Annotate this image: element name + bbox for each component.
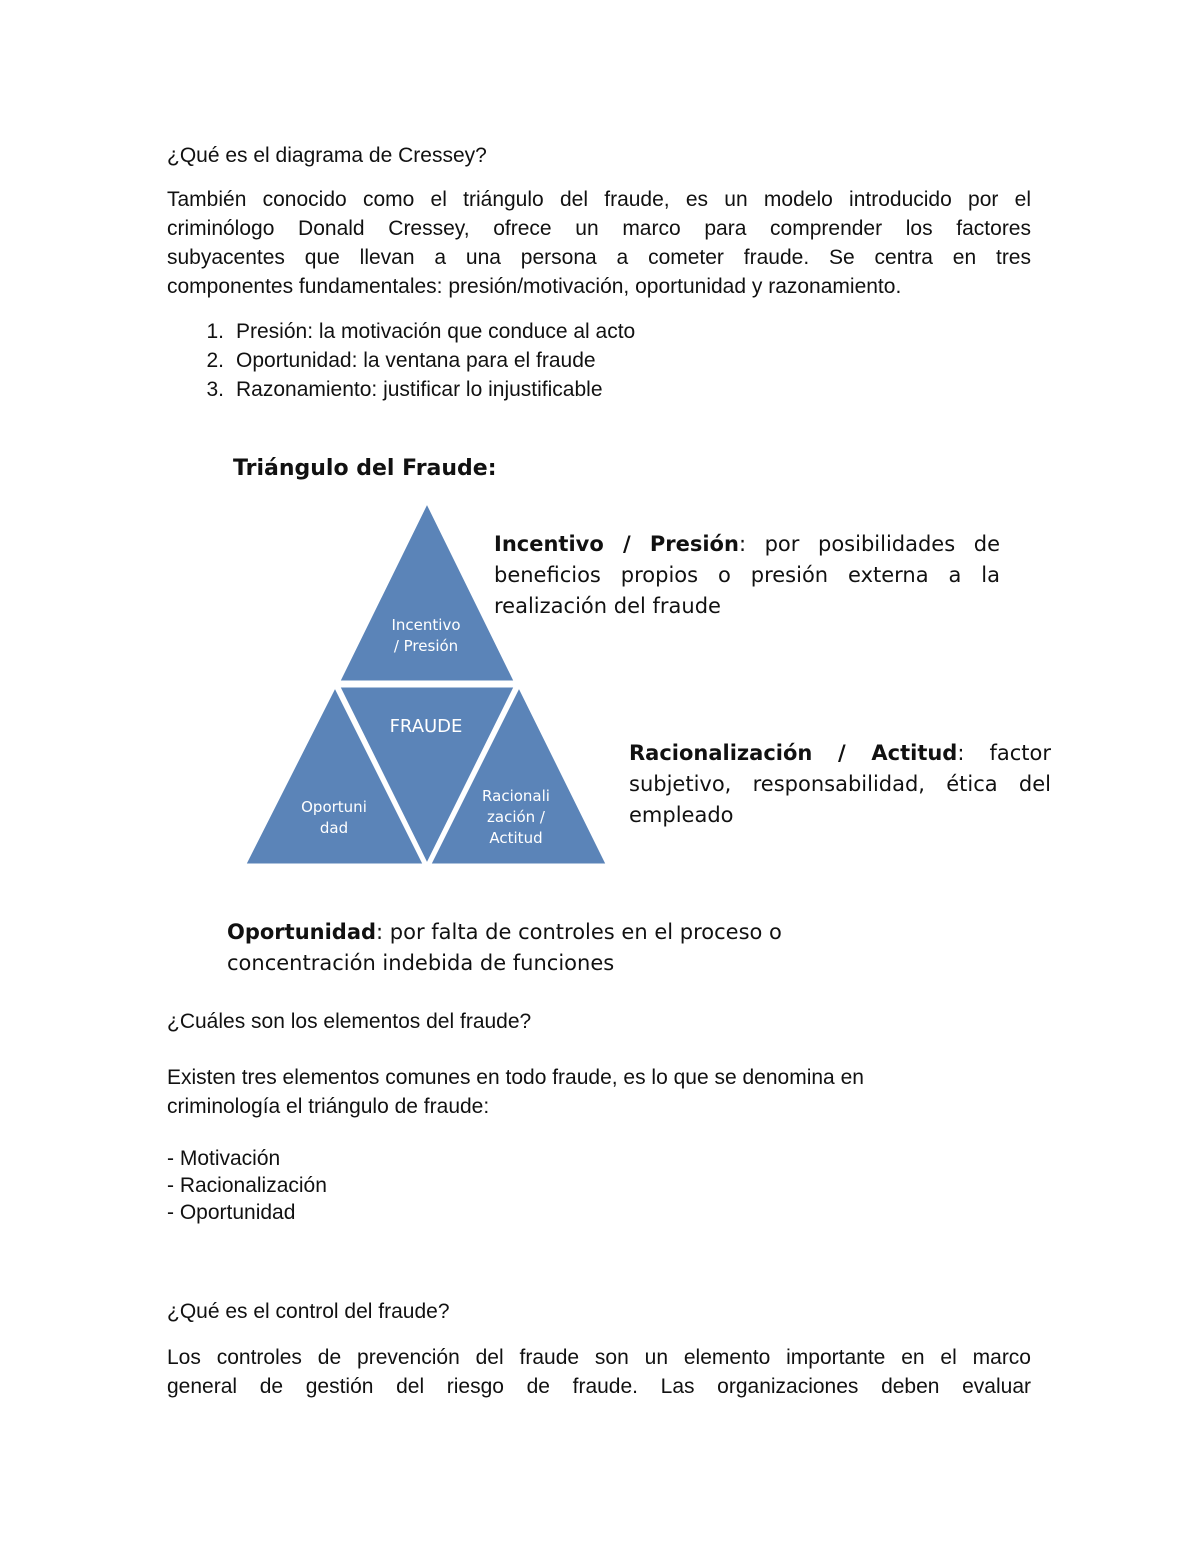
label-line: zación / (487, 808, 545, 826)
paragraph-elementos (167, 1063, 864, 1121)
heading-elementos: ¿Cuáles son los elementos del fraude? (167, 1010, 532, 1033)
list-text: Oportunidad: la ventana para el fraude (236, 349, 596, 372)
paragraph-line: Los controles de prevención del fraude son un elemento importante en el marco (167, 1346, 1031, 1369)
elements-list (167, 1145, 327, 1226)
paragraph-line: componentes fundamentales: presión/motivación, oportunidad y razonamiento. (167, 275, 902, 298)
paragraph-control (167, 1343, 1031, 1401)
label-fraude: FRAUDE (389, 716, 463, 737)
description-racionalizacion (629, 738, 1051, 831)
list-number: 2. (206, 349, 224, 372)
list-item: - Racionalización (167, 1174, 327, 1197)
list-item: - Motivación (167, 1147, 281, 1170)
description-text: : factor (957, 741, 1051, 765)
description-term: Incentivo / Presión (494, 532, 739, 556)
description-line: concentración indebida de funciones (227, 951, 615, 975)
list-number: 3. (206, 378, 224, 401)
description-line: subjetivo, responsabilidad, ética del (629, 772, 1051, 796)
heading-cressey: ¿Qué es el diagrama de Cressey? (167, 144, 487, 167)
paragraph-line: Existen tres elementos comunes en todo fraude, es lo que se denomina en (167, 1066, 864, 1089)
description-text: : por posibilidades de (738, 532, 1000, 556)
list-text: Presión: la motivación que conduce al acto (236, 320, 636, 343)
description-line (629, 738, 1051, 769)
list-number: 1. (206, 320, 224, 343)
label-racionalizacion (466, 786, 566, 849)
description-oportunidad (227, 917, 847, 979)
label-line: Racionali (482, 787, 550, 805)
label-line: Incentivo (391, 616, 461, 634)
description-line: empleado (629, 803, 734, 827)
description-line (227, 917, 847, 948)
list-text: Razonamiento: justificar lo injustificable (236, 378, 603, 401)
description-term: Oportunidad (227, 920, 377, 944)
heading-control: ¿Qué es el control del fraude? (167, 1300, 450, 1323)
paragraph-line: general de gestión del riesgo de fraude. Las organizaciones deben evaluar (167, 1375, 1031, 1398)
label-line: Actitud (489, 829, 543, 847)
list-item: - Oportunidad (167, 1201, 296, 1224)
label-line: Oportuni (301, 798, 367, 816)
description-line (494, 529, 1000, 560)
description-term: Racionalización / Actitud (629, 741, 958, 765)
paragraph-line: subyacentes que llevan a una persona a cometer fraude. Se centra en tres (167, 246, 1031, 269)
label-incentivo (376, 615, 476, 657)
label-line: dad (319, 819, 349, 837)
label-oportunidad (284, 797, 384, 839)
paragraph-line: criminología el triángulo de fraude: (167, 1095, 490, 1118)
diagram-title: Triángulo del Fraude: (233, 456, 497, 481)
label-line: / Presión (393, 637, 459, 655)
description-line: beneficios propios o presión externa a la (494, 563, 1000, 587)
paragraph-cressey (167, 185, 1031, 301)
description-text: : por falta de controles en el proceso o (376, 920, 782, 944)
paragraph-line: criminólogo Donald Cressey, ofrece un marco para comprender los factores (167, 217, 1031, 240)
paragraph-line: También conocido como el triángulo del fraude, es un modelo introducido por el (167, 188, 1031, 211)
description-incentivo (494, 529, 1000, 622)
description-line: realización del fraude (494, 594, 721, 618)
